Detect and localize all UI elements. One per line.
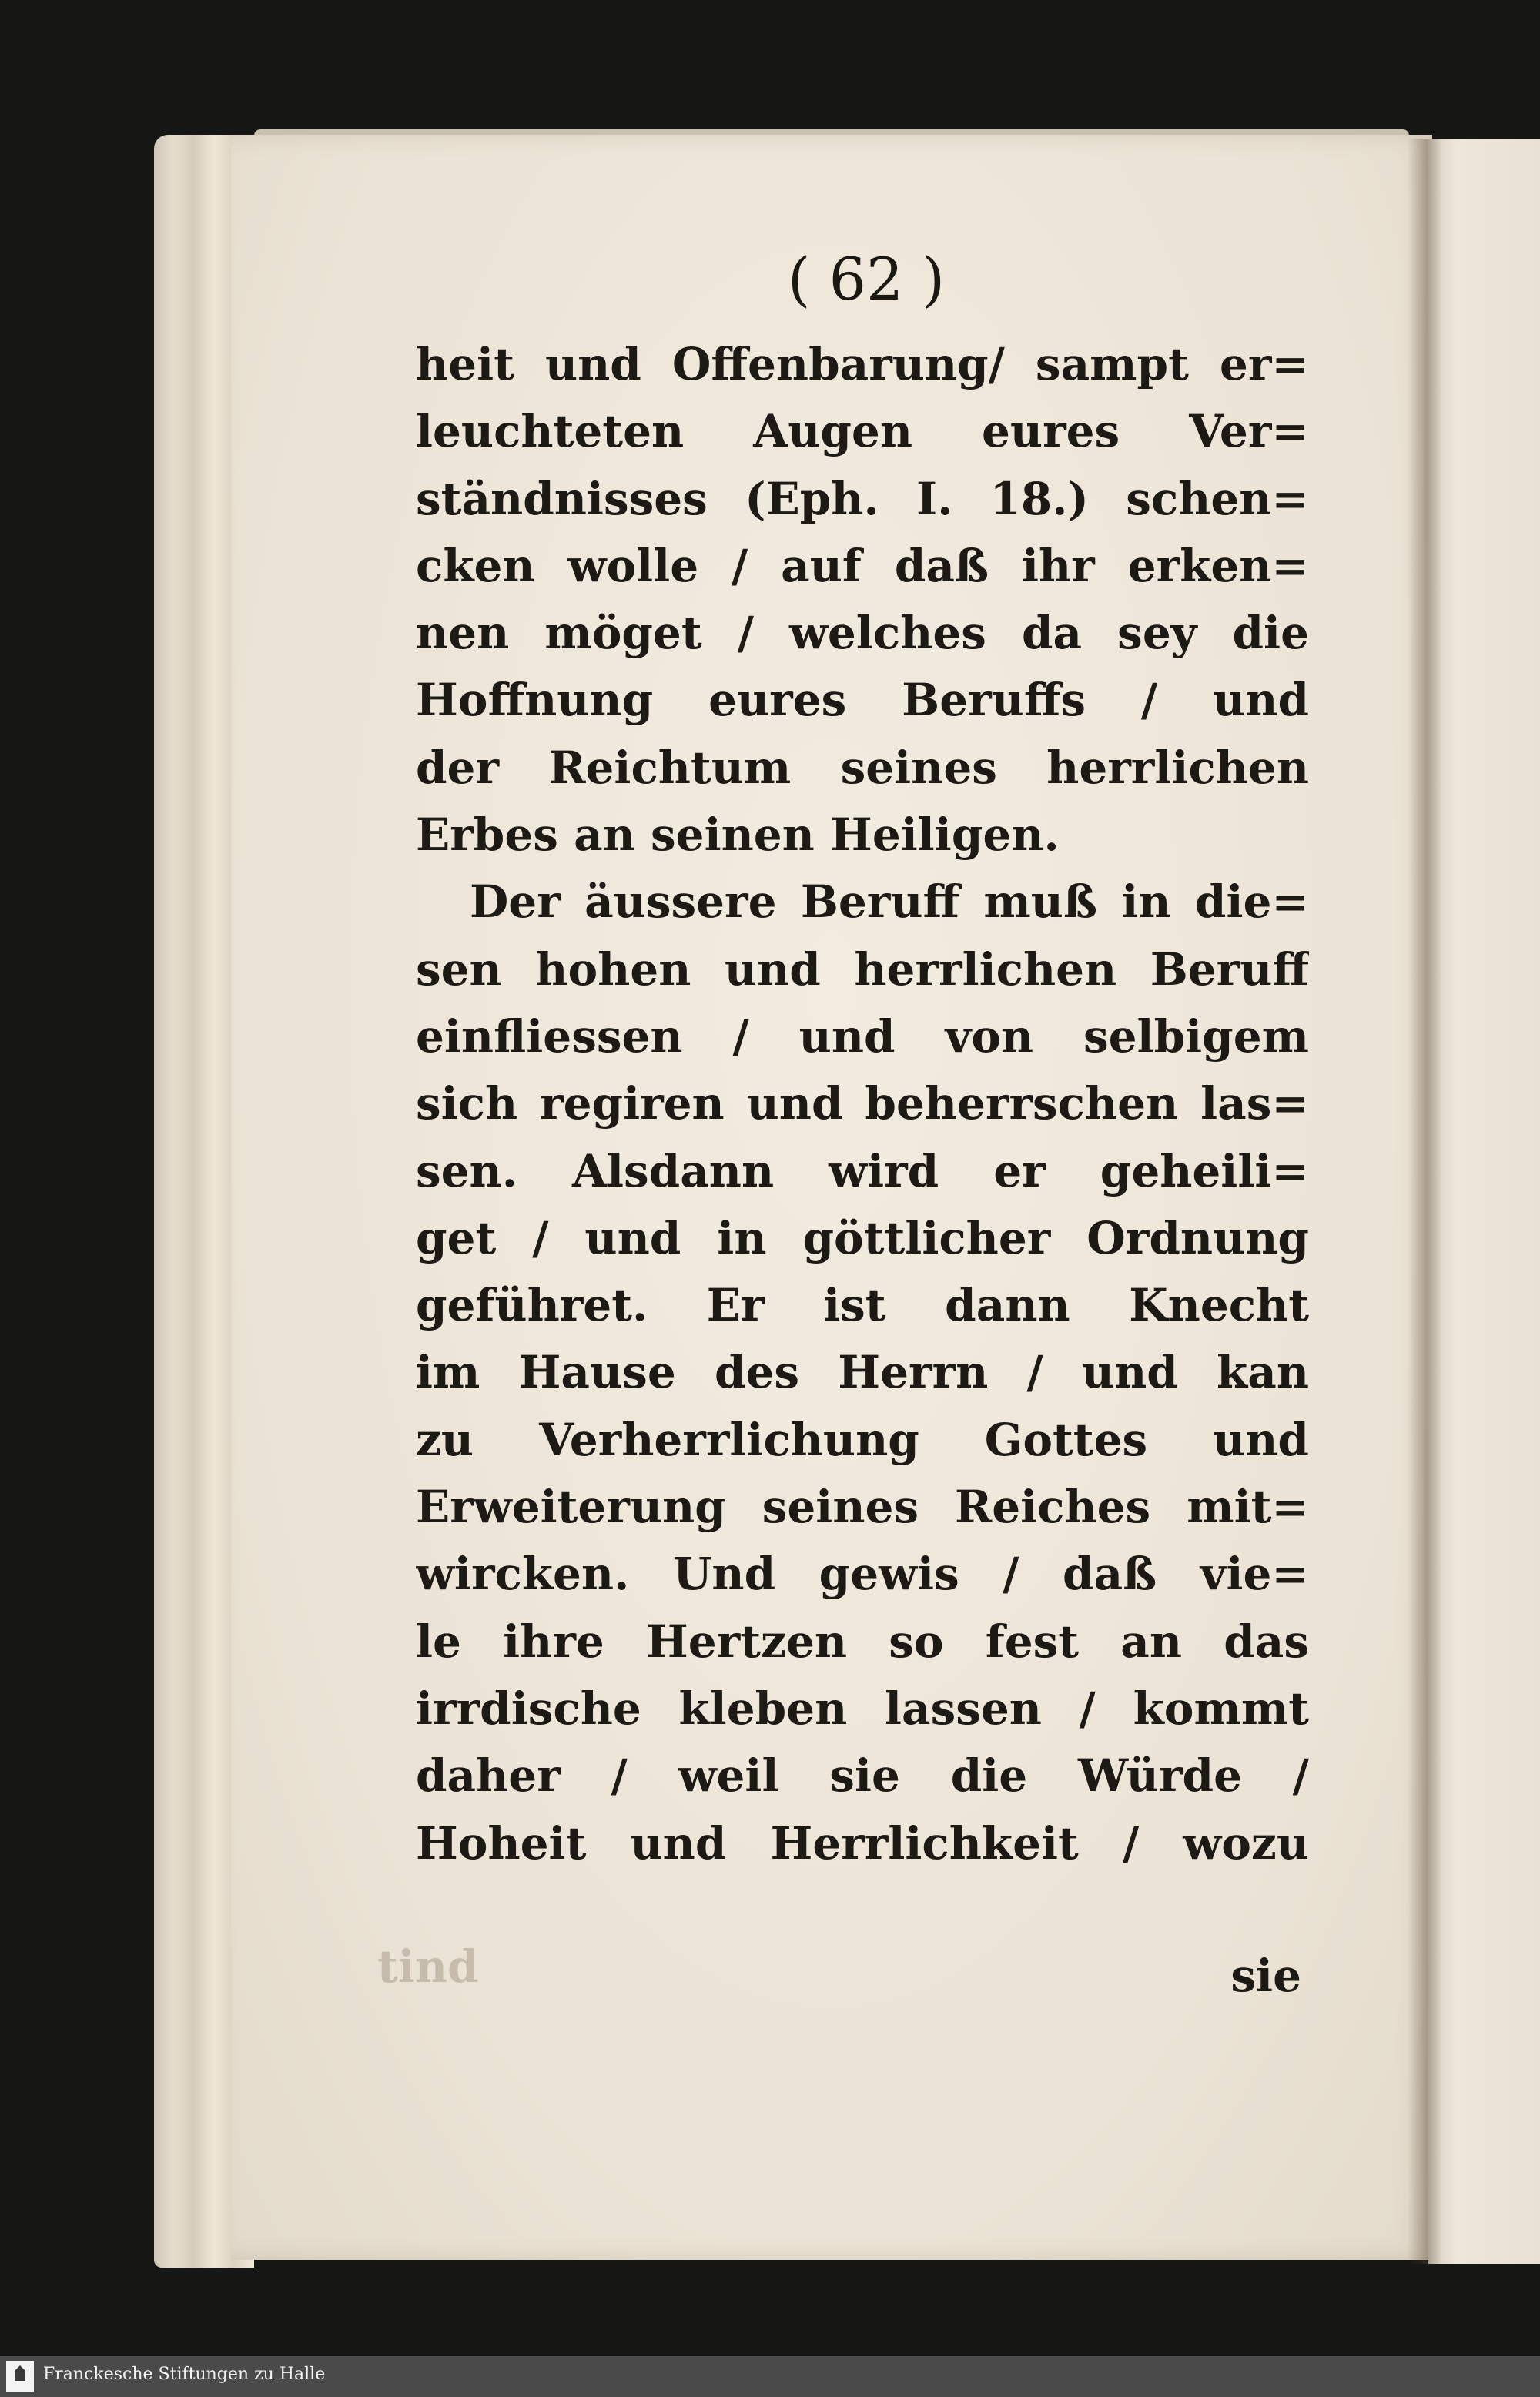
text-line: heit und Offenbarung/ sampt er= (416, 338, 1309, 390)
book-gutter (1408, 139, 1442, 2264)
text-line: geführet. Er ist dann Knecht (416, 1279, 1309, 1332)
text-line: get / und in göttlicher Ordnung (416, 1211, 1309, 1264)
bleed-through-text: tind (377, 1940, 479, 1993)
text-line: Erbes an seinen Heiligen. (416, 808, 1060, 862)
footer-institution: Franckesche Stiftungen zu Halle (43, 2365, 326, 2384)
text-line: daher / weil sie die Würde / (416, 1749, 1309, 1803)
text-line: sich regiren und beherrschen las= (416, 1077, 1309, 1130)
text-line: ständnisses (Eph. I. 18.) schen= (416, 472, 1309, 525)
text-line: Hoheit und Herrlichkeit / wozu (416, 1816, 1309, 1870)
page-text (416, 331, 1309, 1877)
text-line: Erweiterung seines Reiches mit= (416, 1481, 1309, 1534)
text-line: le ihre Hertzen so fest an das (416, 1615, 1309, 1668)
text-line: nen möget / welches da sey die (416, 607, 1309, 660)
text-line: irrdische kleben lassen / kommt (416, 1682, 1309, 1735)
text-line: wircken. Und gewis / daß vie= (416, 1548, 1309, 1601)
text-line: Der äussere Beruff muß in die= (470, 875, 1309, 929)
text-line: sen. Alsdann wird er geheili= (416, 1144, 1309, 1197)
catchword: sie (1230, 1950, 1301, 2002)
text-line: leuchteten Augen eures Ver= (416, 405, 1309, 458)
text-line: einfliessen / und von selbigem (416, 1009, 1309, 1063)
text-line: cken wolle / auf daß ihr erken= (416, 539, 1309, 592)
facing-page (1428, 139, 1540, 2264)
text-line: der Reichtum seines herrlichen (416, 741, 1309, 794)
text-line: sen hohen und herrlichen Beruff (416, 942, 1309, 996)
page-number: ( 62 ) (787, 245, 946, 313)
text-line: zu Verherrlichung Gottes und (416, 1413, 1309, 1466)
text-line: im Hause des Herrn / und kan (416, 1346, 1309, 1399)
text-line: Hoffnung eures Beruffs / und (416, 674, 1309, 727)
